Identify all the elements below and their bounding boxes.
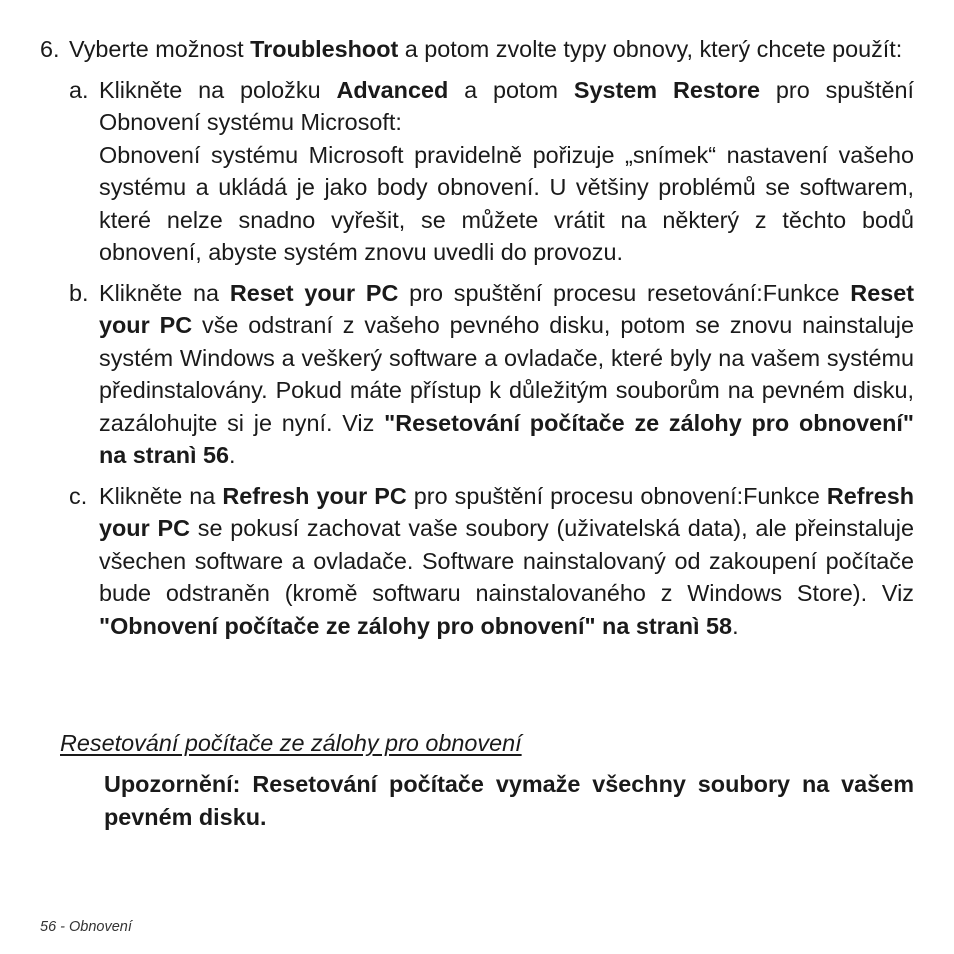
option-c-text-3: se pokusí zachovat vaše soubory (uživatelská data), ale přeinstaluje všechen software a ovladače. Software nainstalovaný od zakoupení počítače bude odstraněn (kromě softwaru nainstalovaného z Windows Store). Viz (99, 515, 914, 606)
option-b-text (99, 277, 914, 472)
step-6-text (69, 33, 914, 66)
reset-your-pc-term-2: Reset your PC (99, 279, 915, 338)
step-number: 6. (40, 36, 60, 62)
restore-options-list (69, 74, 914, 643)
option-c-marker: c. (69, 482, 88, 509)
option-a-body: Obnovení systému Microsoft pravidelně pořizuje „snímek“ nastavení vašeho systému a ukládá je jako body obnovení. U většiny problémů se softwarem, které nelze snadno vyřešit, se můžete vrátit na některý z těchto bodů obnovení, abyste systém znovu uvedli do provozu. (99, 141, 914, 265)
option-b-text-1: Klikněte na (99, 279, 230, 306)
option-b-text-2: pro spuštění procesu resetování:Funkce (398, 279, 851, 306)
troubleshoot-term: Troubleshoot (250, 36, 399, 62)
option-c-text-4: . (732, 612, 739, 639)
option-a-text-2: a potom (448, 76, 574, 103)
option-c-text-2: pro spuštění procesu obnovení:Funkce (406, 482, 827, 509)
section-heading: Resetování počítače ze zálohy pro obnovení (60, 730, 522, 756)
option-a-text-1: Klikněte na položku (99, 76, 337, 103)
option-c-text-1: Klikněte na (99, 482, 223, 509)
option-b-text-3: vše odstraní z vašeho pevného disku, potom se znovu nainstaluje systém Windows a veškerý software a ovladače, které byly na vašem systému předinstalovány. Pokud máte přístup k důležitým souborům na pevném disku, zazálohujte si je nyní. Viz (99, 312, 914, 436)
refresh-crossref: "Obnovení počítače ze zálohy pro obnovení" na stranì 58 (99, 612, 733, 639)
option-c-refresh-pc (69, 480, 914, 643)
reset-crossref: "Resetování počítače ze zálohy pro obnovení" na stranì 56 (99, 409, 914, 468)
system-restore-term: System Restore (573, 76, 761, 103)
option-b-reset-pc (69, 277, 914, 472)
option-c-text (99, 480, 914, 643)
refresh-your-pc-term-2: Refresh your PC (99, 482, 915, 541)
step-6-text-1: Vyberte možnost (69, 36, 251, 62)
option-a-intro (99, 74, 914, 139)
option-a-system-restore (69, 74, 914, 269)
step-6-text-2: a potom zvolte typy obnovy, který chcete použít: (398, 36, 903, 62)
option-b-text-4: . (229, 442, 236, 468)
option-a-text-3: pro spuštění Obnovení systému Microsoft: (99, 76, 915, 135)
option-b-marker: b. (69, 279, 89, 306)
advanced-term: Advanced (336, 76, 449, 103)
step-6 (40, 33, 914, 642)
option-a-marker: a. (69, 76, 89, 103)
warning-note: Upozornění: Resetování počítače vymaže všechny soubory na vašem pevném disku. (104, 771, 914, 830)
page-footer: 56 - Obnovení (40, 919, 132, 935)
reset-your-pc-term: Reset your PC (229, 279, 399, 306)
refresh-your-pc-term: Refresh your PC (222, 482, 407, 509)
